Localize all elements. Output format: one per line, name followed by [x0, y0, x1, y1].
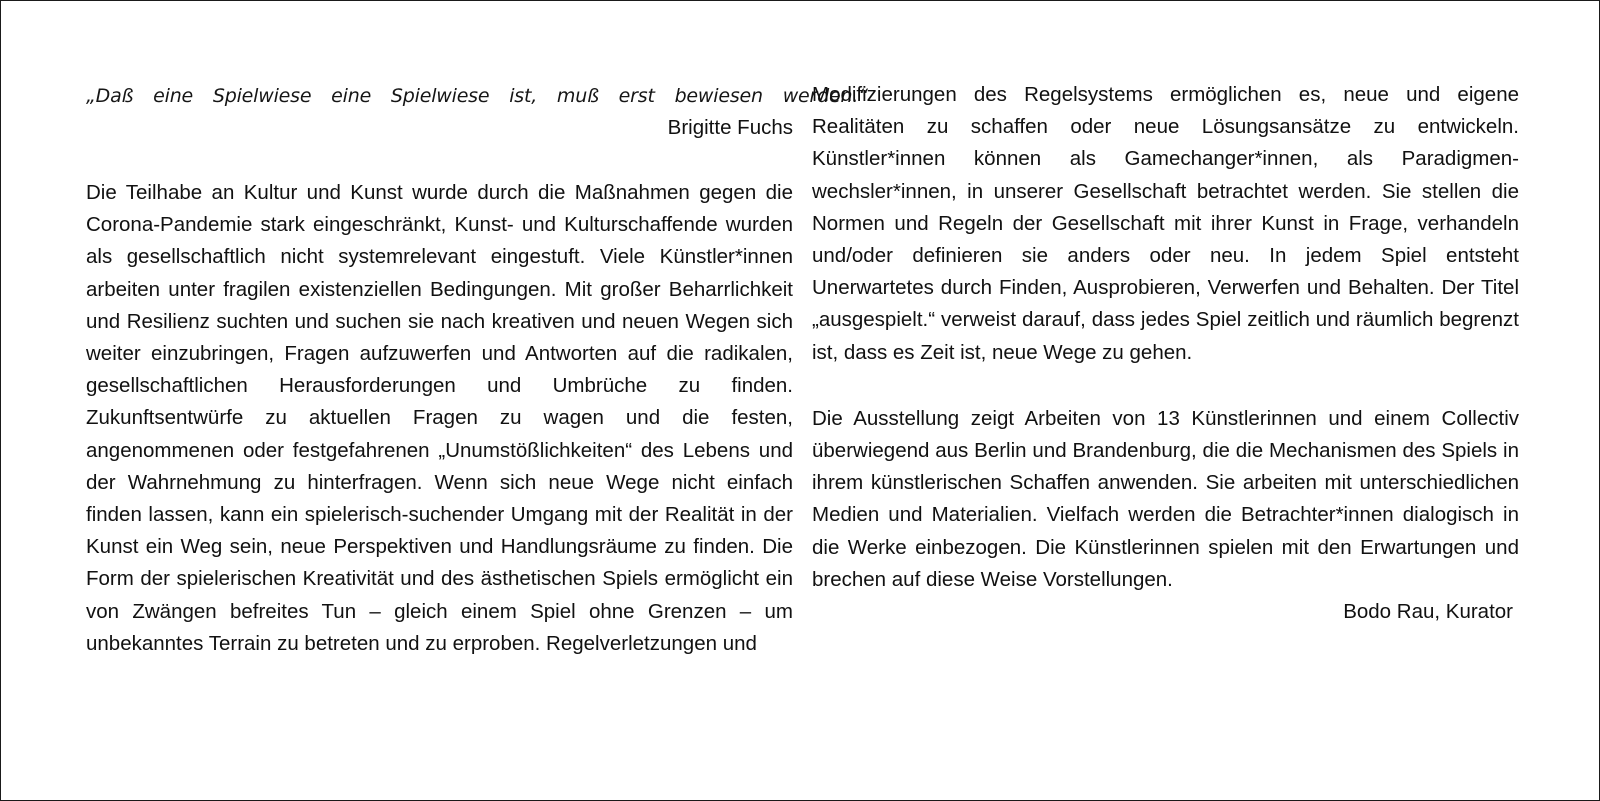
right-column: [812, 79, 1519, 628]
epigraph-author: Brigitte Fuchs: [667, 116, 793, 139]
continuation-paragraph: Modifizierungen des Regelsystems ermöglichen es, neue und eigene Realitäten zu schaffen oder neue Lösungsansätze zu entwickeln. Künstler*innen können als Gamechanger*innen, als Paradigmenwechsler*innen, in unserer Gesellschaft betrachtet werden. Sie stellen die Normen und Regeln der Gesellschaft mit ihrer Kunst in Frage, verhandeln und/oder definieren sie anders oder neu. In jedem Spiel entsteht Unerwartetes durch Finden, Ausprobieren, Verwerfen und Behalten. Der Titel „ausgespielt.“ verweist darauf, dass jedes Spiel zeitlich und räumlich begrenzt ist, dass es Zeit ist, neue Wege zu gehen.: [812, 83, 1519, 364]
curator-signature: Bodo Rau, Kurator: [1343, 600, 1513, 624]
paragraph-spacer: [86, 143, 793, 177]
epigraph-quote: „Daß eine Spielwiese eine Spielwiese ist, muß erst bewiesen werden.“: [86, 85, 868, 107]
left-column: [86, 79, 868, 660]
paragraph-spacer: [812, 369, 1519, 403]
intro-paragraph: Die Teilhabe an Kultur und Kunst wurde durch die Maßnahmen gegen die Corona-Pandemie stark eingeschränkt, Kunst- und Kulturschaffende wurden als gesellschaftlich nicht systemrelevant eingestuft. Viele Künstler*innen arbeiten unter fragilen existenziellen Bedingungen. Mit großer Beharrlichkeit und Resilienz suchten und suchen sie nach kreativen und neuen Wegen sich weiter einzubringen, Fragen aufzuwerfen und Antworten auf die radikalen, gesellschaftlichen Herausforderungen und Umbrüche zu finden. Zukunftsentwürfe zu aktuellen Fragen zu wagen und die festen, angenommenen oder festgefahrenen „Unumstößlichkeiten“ des Lebens und der Wahrnehmung zu hinterfragen. Wenn sich neue Wege nicht einfach finden lassen, kann ein spielerisch-suchender Umgang mit der Realität in der Kunst ein Weg sein, neue Perspektiven und Handlungsräume zu finden. Die Form der spielerischen Kreativität und des ästhetischen Spiels ermöglicht ein von Zwängen befreites Tun – gleich einem Spiel ohne Grenzen – um unbekanntes Terrain zu betreten und zu erproben. Regelverletzungen und: [86, 181, 793, 655]
exhibition-paragraph: Die Ausstellung zeigt Arbeiten von 13 Künstlerinnen und einem Collectiv überwiegend aus Berlin und Brandenburg, die die Mechanismen des Spiels in ihrem künstlerischen Schaffen anwenden. Sie arbeiten mit unterschiedlichen Medien und Materialien. Vielfach werden die Betrachter*innen dialogisch in die Werke einbezogen. Die Künstlerinnen spielen mit den Erwartungen und brechen auf diese Weise Vorstellungen.: [812, 406, 1519, 591]
